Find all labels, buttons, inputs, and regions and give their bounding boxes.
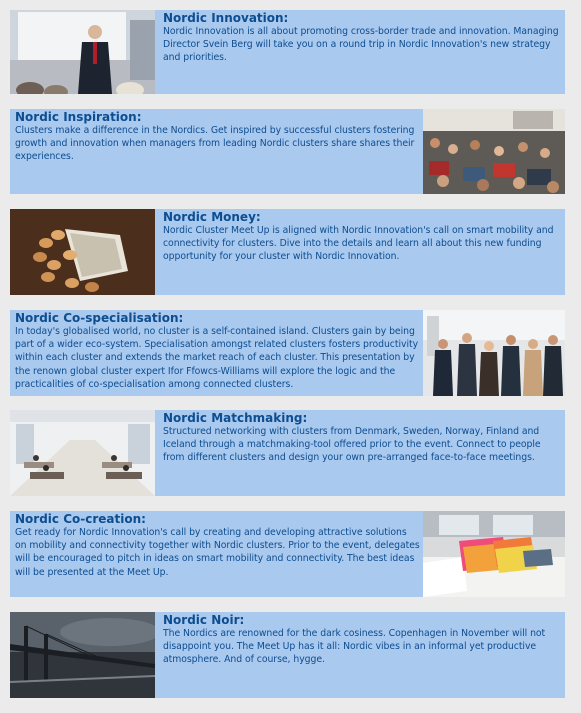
- networking-photo: [423, 310, 565, 396]
- bridge-photo: [10, 612, 155, 698]
- card-nordic-innovation: [10, 10, 565, 94]
- card-title: Nordic Co-creation:: [15, 512, 146, 526]
- card-title: Nordic Matchmaking:: [163, 411, 308, 425]
- card-body: Structured networking with clusters from Denmark, Sweden, Norway, Finland and Iceland through a matchmaking-tool offered prior to the event. Connect to people from different clusters and design your own pre-arranged face-to-face meetings.: [163, 426, 541, 464]
- card-body: Clusters make a difference in the Nordics. Get inspired by successful clusters fostering growth and innovation when managers from leading Nordic clusters share shares their experiences.: [15, 125, 415, 163]
- card-body: Nordic Innovation is all about promoting cross-border trade and innovation. Managing Director Svein Berg will take you on a round trip in Nordic Innovation's new strategy and priorities.: [163, 26, 559, 64]
- audience-photo: [423, 109, 565, 194]
- card-nordic-co-specialisation: [10, 310, 565, 396]
- speaker-photo: [10, 10, 155, 94]
- card-title: Nordic Noir:: [163, 613, 245, 627]
- card-title: Nordic Co-specialisation:: [15, 311, 184, 325]
- card-text: [10, 511, 423, 597]
- card-nordic-inspiration: [10, 109, 565, 194]
- card-text: [10, 310, 423, 396]
- card-text: [155, 612, 565, 698]
- card-nordic-money: [10, 209, 565, 295]
- card-nordic-matchmaking: [10, 410, 565, 496]
- hall-photo: [10, 410, 155, 496]
- sticky-notes-photo: [423, 511, 565, 597]
- card-body: Get ready for Nordic Innovation's call by creating and developing attractive solutions on mobility and connectivity together with Nordic clusters. Prior to the event, delegates will be encouraged to pitch in ideas on smart mobility and connectivity. The best ideas will be presented at the Meet Up.: [15, 527, 420, 578]
- card-body: The Nordics are renowned for the dark cosiness. Copenhagen in November will not disappoint you. The Meet Up has it all: Nordic vibes in an informal yet productive atmosphere. And of course, hygge.: [163, 628, 546, 666]
- card-title: Nordic Inspiration:: [15, 110, 142, 124]
- card-title: Nordic Innovation:: [163, 11, 289, 25]
- card-text: [10, 109, 423, 194]
- card-body: In today's globalised world, no cluster is a self-contained island. Clusters gain by being part of a wider eco-system. Specialisation amongst related clusters fosters productivity within each cluster and extends the market reach of each cluster. This presentation by the renown global cluster expert Ifor Ffowcs-Williams will explore the logic and the practicalities of co-specialisation among connected clusters.: [15, 326, 419, 390]
- card-nordic-noir: [10, 612, 565, 698]
- card-text: [155, 410, 565, 496]
- coins-photo: [10, 209, 155, 295]
- card-body: Nordic Cluster Meet Up is aligned with Nordic Innovation's call on smart mobility and connectivity for clusters. Dive into the details and learn all about this new funding opportunity for your cluster with Nordic Innovation.: [163, 225, 554, 263]
- card-title: Nordic Money:: [163, 210, 261, 224]
- card-text: [155, 209, 565, 295]
- card-text: [155, 10, 565, 94]
- card-nordic-co-creation: [10, 511, 565, 597]
